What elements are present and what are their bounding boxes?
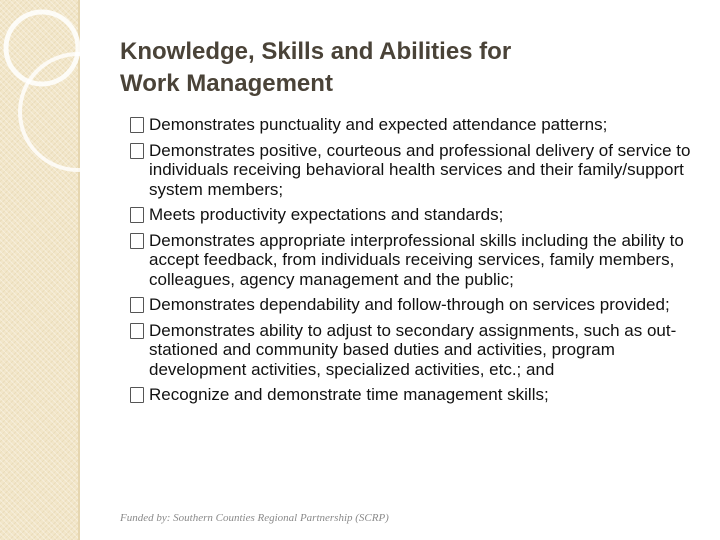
bullet-marker-icon [130, 117, 144, 133]
bullet-text: Meets productivity expectations and standards; [149, 205, 504, 224]
bullet-item [130, 295, 710, 315]
bullet-text: Recognize and demonstrate time management skills; [149, 385, 549, 404]
bullet-marker-icon [130, 387, 144, 403]
bullet-item [130, 141, 710, 200]
slide-title-line-2: Work Management [120, 70, 333, 97]
slide-title [120, 36, 680, 100]
bullet-marker-icon [130, 233, 144, 249]
bullet-text: Demonstrates positive, courteous and professional delivery of service to individuals receiving behavioral health services and their family/support system members; [149, 140, 691, 199]
bullet-marker-icon [130, 297, 144, 313]
bullet-item [130, 231, 710, 290]
bullet-item [130, 205, 710, 225]
bullet-list [130, 115, 710, 411]
decorative-circle-large [20, 54, 136, 170]
footer-credit: Funded by: Southern Counties Regional Partnership (SCRP) [120, 512, 389, 524]
bullet-text: Demonstrates dependability and follow-through on services provided; [149, 295, 670, 314]
bullet-item [130, 385, 710, 405]
decorative-circle-small [6, 12, 78, 84]
bullet-text: Demonstrates punctuality and expected attendance patterns; [149, 115, 608, 134]
bullet-marker-icon [130, 143, 144, 159]
bullet-marker-icon [130, 207, 144, 223]
bullet-item [130, 115, 710, 135]
bullet-item [130, 321, 710, 380]
bullet-text: Demonstrates ability to adjust to secondary assignments, such as out-stationed and community based duties and activities, program development activities, specialized activities, etc.; and [149, 320, 677, 379]
bullet-marker-icon [130, 323, 144, 339]
bullet-text: Demonstrates appropriate interprofessional skills including the ability to accept feedback, from individuals receiving services, family members, colleagues, agency management and the public; [149, 230, 684, 289]
slide-title-line-1: Knowledge, Skills and Abilities for [120, 38, 512, 65]
decorative-circles [0, 0, 140, 200]
